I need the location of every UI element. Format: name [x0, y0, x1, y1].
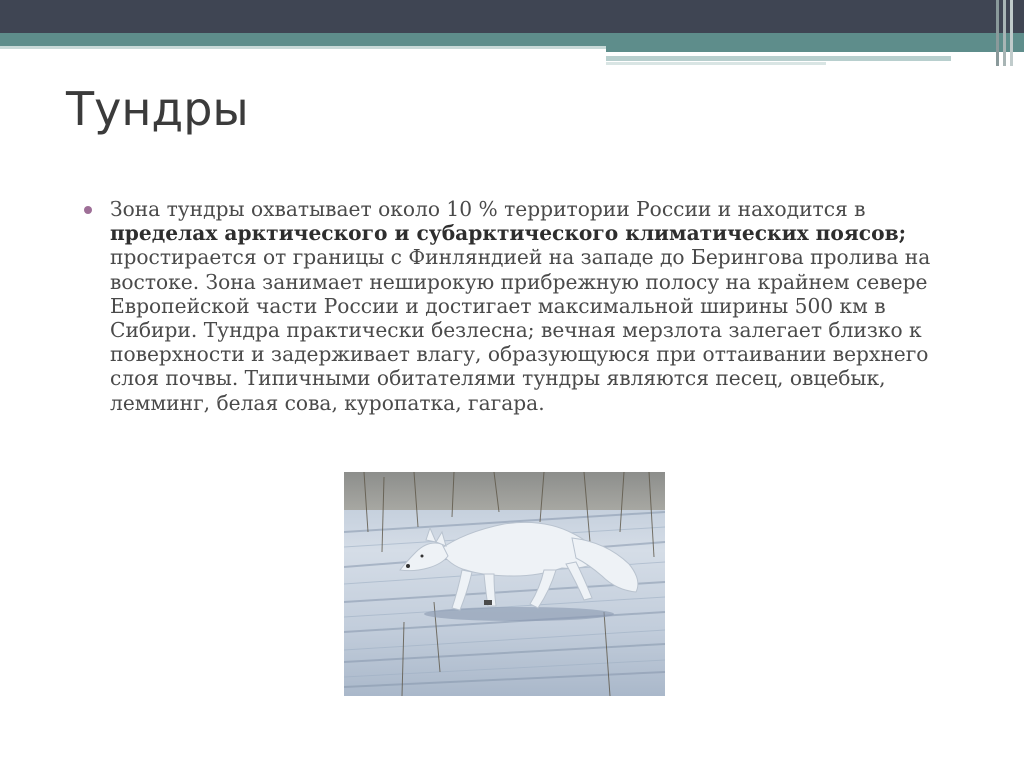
- header-band-teal-accent: [606, 46, 1024, 52]
- header-vertical-line: [996, 0, 999, 66]
- bullet-list: [84, 197, 974, 415]
- header-band-light-accent: [606, 56, 951, 61]
- header-vertical-line: [1010, 0, 1013, 66]
- bullet-dot-icon: [84, 206, 92, 214]
- body-text-part1: Зона тундры охватывает около 10 % территории России и находится в: [110, 197, 866, 221]
- header-band-light: [0, 46, 606, 49]
- body-text-part2: простирается от границы с Финляндией на западе до Берингова пролива на востоке. Зона занимает неширокую прибрежную полосу на крайнем севере Европейской части России и достигает максимальной ширины 500 км в Сибири. Тундра практически безлесна; вечная мерзлота залегает близко к поверхности и задерживает влагу, образующуюся при оттаивании верхнего слоя почвы. Типичными обитателями тундры являются песец, овцебык, лемминг, белая сова, куропатка, гагара.: [110, 245, 931, 415]
- bullet-item: [84, 197, 974, 415]
- header-vertical-line: [1003, 0, 1006, 66]
- header-band-dark: [0, 0, 1024, 33]
- arctic-fox-photo: [344, 472, 665, 696]
- slide-title: Тундры: [66, 82, 249, 136]
- header-band-teal: [0, 33, 1024, 46]
- body-text-bold: пределах арктического и субарктического климатических поясов;: [110, 221, 907, 246]
- header-band-light-accent-2: [606, 62, 826, 65]
